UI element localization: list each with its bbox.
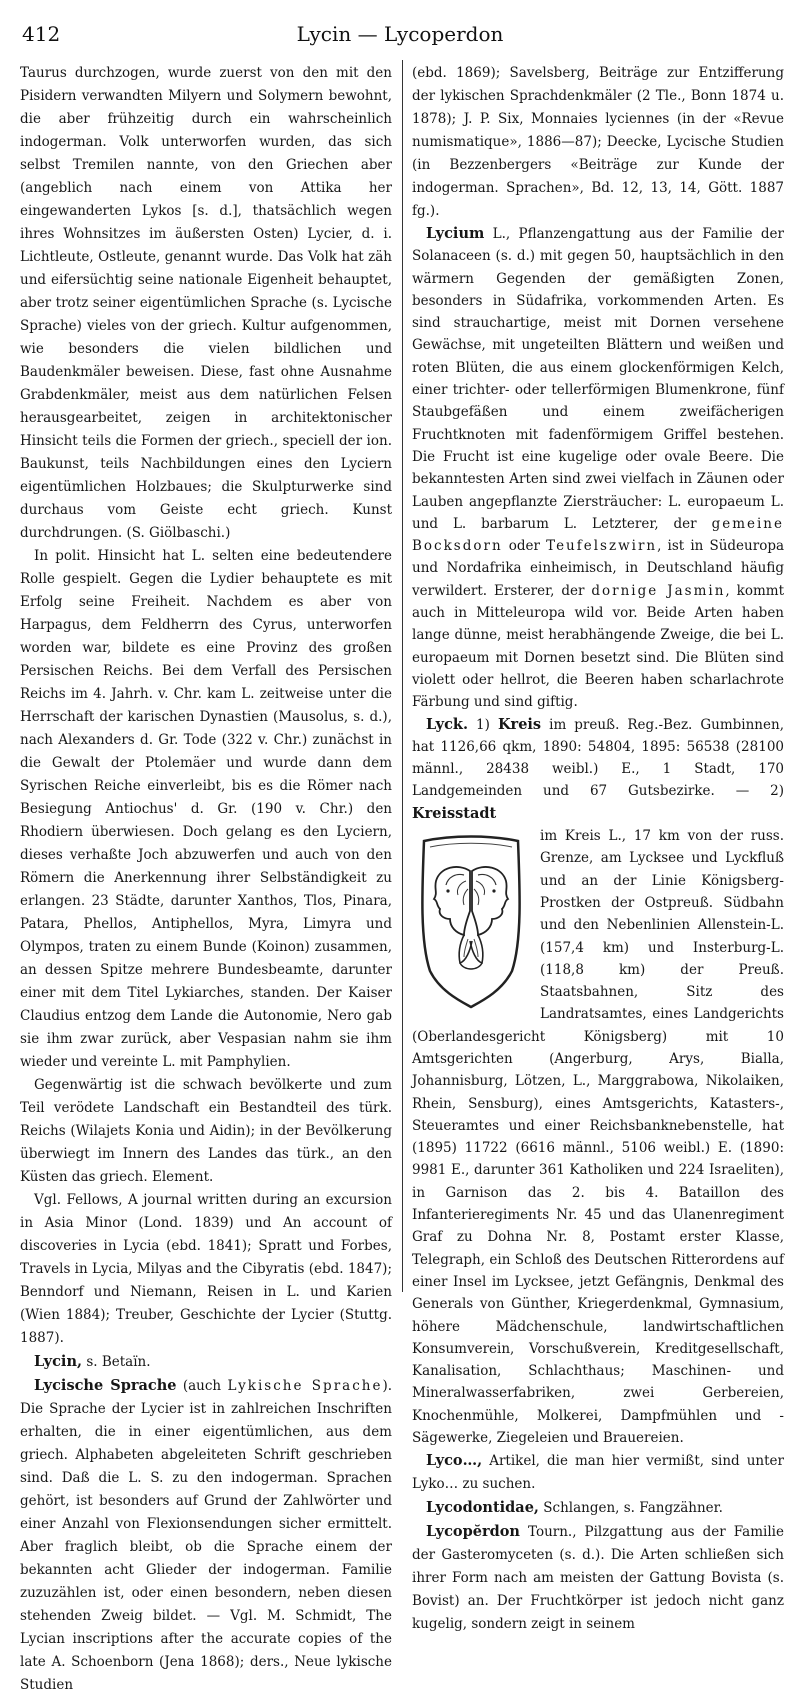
entry-lycische-sprache (20, 1374, 392, 1697)
subheadword-kreis: Kreis (497, 715, 542, 733)
lycien-history: In polit. Hinsicht hat L. selten eine bedeutendere Rolle gespielt. Gegen die Lydier behauptete es mit Erfolg seine Freiheit. Nachdem es aber von Harpagus, dem Feldherrn des Cyrus, unterworfen worden war, bildete es eine Provinz des großen Persischen Reichs. Bei dem Verfall des Persischen Reichs im 4. Jahrh. v. Chr. kam L. zeitweise unter die Herrschaft der karischen Dynastien (Mausolus, s. d.), nach Alexanders d. Gr. Tode (322 v. Chr.) zunächst in die Gewalt der Ptolemäer und wurde dann dem Syrischen Reiche einverleibt, bis es die Römer nach Besiegung Antiochus' d. Gr. (190 v. Chr.) den Rhodiern überwiesen. Doch gelang es den Lyciern, dieses verhaßte Joch abzuwerfen und auch von den Römern die Anerkennung ihrer Selbständigkeit zu erlangen. 23 Städte, darunter Xanthos, Tlos, Pinara, Patara, Phellos, Antiphellos, Myra, Limyra und Olympos, traten zu einem Bunde (Koinon) zusammen, an dessen Spitze mehrere Bundesbeamte, darunter einer mit dem Titel Lykiarches, standen. Der Kaiser Claudius entzog dem Lande die Autonomie, Nero gab sie ihm zwar zurück, aber Vespasian nahm sie ihm wieder und vereinte L. mit Pamphylien. (20, 548, 392, 1070)
entry-lycin-text: s. Betaïn. (82, 1354, 151, 1370)
author-abbrev: Tourn., (519, 1524, 577, 1541)
lycien-present: Gegenwärtig ist die schwach bevölkerte und zum Teil verödete Landschaft ein Bestandteil des türk. Reichs (Wilajets Konia und Aidin); in der Bevölkerung überwiegt im Innern des Landes das türk., an den Küsten das griech. Element. (20, 1077, 392, 1185)
headword-lyco: Lyco…, (426, 1452, 483, 1470)
entry-text-fragment: Schlangen, s. Fangzähner. (538, 1500, 723, 1517)
headword-lycoperdon: Lycopĕrdon (426, 1523, 520, 1541)
running-title: Lycin — Lycoperdon (296, 22, 504, 46)
spaced-term: Lykische Sprache (227, 1378, 383, 1394)
entry-text-fragment: , kommt auch in Mitteleuropa wild vor. Beide Arten haben lange dünne, meist herabhängende Zweige, die bei L. europaeum mit Dornen besetzt sind. Die Blüten sind violett oder hellrot, die Beeren haben scharlachrote Färbung und sind giftig. (412, 582, 785, 711)
entry-text-fragment: im preuß. Reg.-Bez. Gumbinnen, hat 1126,66 qkm, 1890: 54804, 1895: 56538 (28100 männl., 28438 weibl.) E., 1 Stadt, 170 Landgemeinden und 67 Gutsbezirke. — 2) (412, 716, 784, 800)
entry-lyck-stadt: im Kreis L., 17 km von der russ. Grenze, am Lycksee und Lyckfluß und an der Linie Königsberg-Prostken der Ostpreuß. Südbahn und den Nebenlinien Allenstein-L. (157,4 km) und Insterburg-L. (118,8 km) der Preuß. Staatsbahnen, Sitz des Landratsamtes, eines Landgerichts (Oberlandesgericht Königsberg) mit 10 Amtsgerichten (Angerburg, Arys, Bialla, Johannisburg, Lötzen, L., Marggrabowa, Nikolaiken, Rhein, Sensburg), eines Amtsgerichts, Katasters-, Steueramtes und einer Reichsbanknebenstelle, hat (1895) 11722 (6616 männl., 5106 weibl.) E. (1890: 9981 E., darunter 361 Katholiken und 224 Israeliten), in Garnison das 2. bis 4. Bataillon des Infanterieregiments Nr. 45 und das Ulanenregiment Graf zu Dohna Nr. 8, Postamt erster Klasse, Telegraph, ein Schloß des Deutschen Ritterordens auf einer Insel im Lycksee, jetzt Gefängnis, Denkmal des Generals von Günther, Kriegerdenkmal, Gymnasium, höhere Mädchenschule, landwirtschaftlichen Konsumverein, Vorschußverein, Kreditgesellschaft, Kanalisation, Schlachthaus; Maschinen- und Mineralwasserfabriken, zwei Gerbereien, Knochenmühle, Molkerei, Dampfmühlen und -Sägewerke, Ziegeleien und Brauereien. (412, 828, 784, 1447)
headword-lycische-sprache: Lycische Sprache (34, 1377, 177, 1394)
entry-lyck-kreis (412, 714, 784, 825)
spaced-term: Teufelszwirn (546, 538, 658, 555)
entry-text-fragment: Pilzgattung aus der Familie der Gasteromyceten (s. d.). Die Arten schließen sich ihrer Form nach am meisten der Gattung Bovista (s. Bovist) an. Der Fruchtkörper ist jedoch nicht ganz kugelig, sondern zeigt in seinem (412, 1524, 784, 1633)
sprache-bibliography-continuation: (ebd. 1869); Savelsberg, Beiträge zur Entzifferung der lykischen Sprachdenkmäler (2 Tle., Bonn 1874 u. 1878); J. P. Six, Monnaies lyciennes (in der «Revue numismatique», 1886—87); Deecke, Lycische Studien (in Bezzenbergers «Beiträge zur Kunde der indogerman. Sprachen», Bd. 12, 13, 14, Gött. 1887 fg.). (412, 65, 784, 219)
lycien-continuation: Taurus durchzogen, wurde zuerst von den mit den Pisidern verwandten Milyern und Solymern bewohnt, die aber frühzeitig durch ein wahrscheinlich indogerman. Volk unterworfen wurden, das sich selbst Tremilen nannte, von den Griechen aber (angeblich nach einem von Attika her eingewanderten Lykos [s. d.], thatsächlich wegen ihres Wohnsitzes im äußersten Osten) Lycier, d. i. Lichtleute, Ostleute, genannt wurde. Das Volk hat zäh und eifersüchtig seine nationale Eigenheit behauptet, aber trotz seiner eigentümlichen Sprache (s. Lycische Sprache) vieles von der griech. Kultur aufgenommen, wie besonders die vielen bildlichen und Baudenkmäler beweisen. Diese, fast ohne Ausnahme Grabdenkmäler, meist aus dem natürlichen Felsen herausgearbeitet, zeigen in architektonischer Hinsicht teils die Formen der griech., speciell der ion. Baukunst, teils Nachbildungen eines den Lyciern eigentümlichen Holzbaues; die Skulpturwerke sind durchaus vom Geiste echt griech. Kunst durchdrungen. (S. Giölbaschi.) (20, 65, 392, 541)
lycien-bibliography: Vgl. Fellows, A journal written during an excursion in Asia Minor (Lond. 1839) und An account of discoveries in Lycia (ebd. 1841); Spratt und Forbes, Travels in Lycia, Milyas and the Cibyratis (ebd. 1847); Benndorf und Niemann, Reisen in L. und Karien (Wien 1884); Treuber, Geschichte der Lycier (Stuttg. 1887). (20, 1192, 392, 1346)
entry-text-fragment: ). (382, 1378, 392, 1394)
headword-lyck: Lyck. (426, 715, 469, 733)
entry-lycische-sprache-text: Die Sprache der Lycier ist in zahlreichen Inschriften erhalten, die in einer eigentümlichen, aus dem griech. Alphabeten abgeleiteten Schrift geschrieben sind. Daß die L. S. zu den indogerman. Sprachen gehört, ist besonders auf Grund der Zahlwörter und einer Anzahl von Flexionsendungen sicher ermittelt. Aber fraglich bleibt, ob die Sprache einem der bekannten acht Glieder der indogerman. Familie zuzuzählen ist, oder einen besondern, neben diesen stehenden Zweig bildet. — Vgl. M. Schmidt, The Lycian inscriptions after the accurate copies of the late A. Schoenborn (Jena 1868); ders., Neue lykische Studien (20, 1401, 392, 1693)
entry-text-fragment: , ist in Südeuropa und Nordafrika einheimisch, in Deutschland häufig verwildert. Ersterer, der (412, 538, 785, 599)
entry-lyco (412, 1449, 784, 1496)
entry-lycium (412, 223, 784, 714)
headword-lycium: Lycium (426, 225, 485, 242)
spaced-term: dornige Jasmin (591, 582, 726, 599)
entry-lycoperdon (412, 1520, 784, 1636)
author-abbrev: L., (484, 226, 511, 242)
entry-text-fragment: (auch (176, 1378, 228, 1394)
column-divider (402, 60, 403, 1292)
entry-lycodontidae (412, 1496, 784, 1520)
page-number: 412 (22, 22, 61, 46)
entry-text-fragment: Pflanzengattung aus der Familie der Solanaceen (s. d.) mit gegen 50, hauptsächlich in den wärmern Gegenden der gemäßigten Zonen, besonders in Südafrika, vorkommenden Arten. Es sind strauchartige, meist mit Dornen versehene Gewächse, mit ungeteilten Blättern und weißen und roten Blüten, die aus einem glockenförmigen Kelch, einer trichter- oder tellerförmigen Blumenkrone, fünf Staubgefäßen und einem zweifächerigen Fruchtknoten mit fadenförmigem Griffel bestehen. Die Frucht ist eine kugelige oder ovale Beere. Die bekanntesten Arten sind zwei vielfach in Zäunen oder Lauben angepflanzte Ziersträucher: L. europaeum L. und L. barbarum L. Letzterer, der (412, 226, 784, 532)
coat-of-arms-icon (412, 831, 530, 1009)
entry-lycin (20, 1350, 392, 1374)
entry-text-fragment: 1) (468, 716, 498, 733)
subheadword-kreisstadt: Kreisstadt (412, 804, 497, 822)
headword-lycin: Lycin, (34, 1353, 83, 1370)
entry-text-fragment: Artikel, die man hier vermißt, sind unter Lyko… zu suchen. (412, 1453, 784, 1493)
left-column (20, 62, 392, 1697)
entry-text-fragment: oder (502, 538, 547, 555)
headword-lycodontidae: Lycodontidae, (426, 1499, 539, 1517)
right-column (412, 62, 784, 1636)
spaced-term: gemeine Bocksdorn (412, 515, 784, 555)
